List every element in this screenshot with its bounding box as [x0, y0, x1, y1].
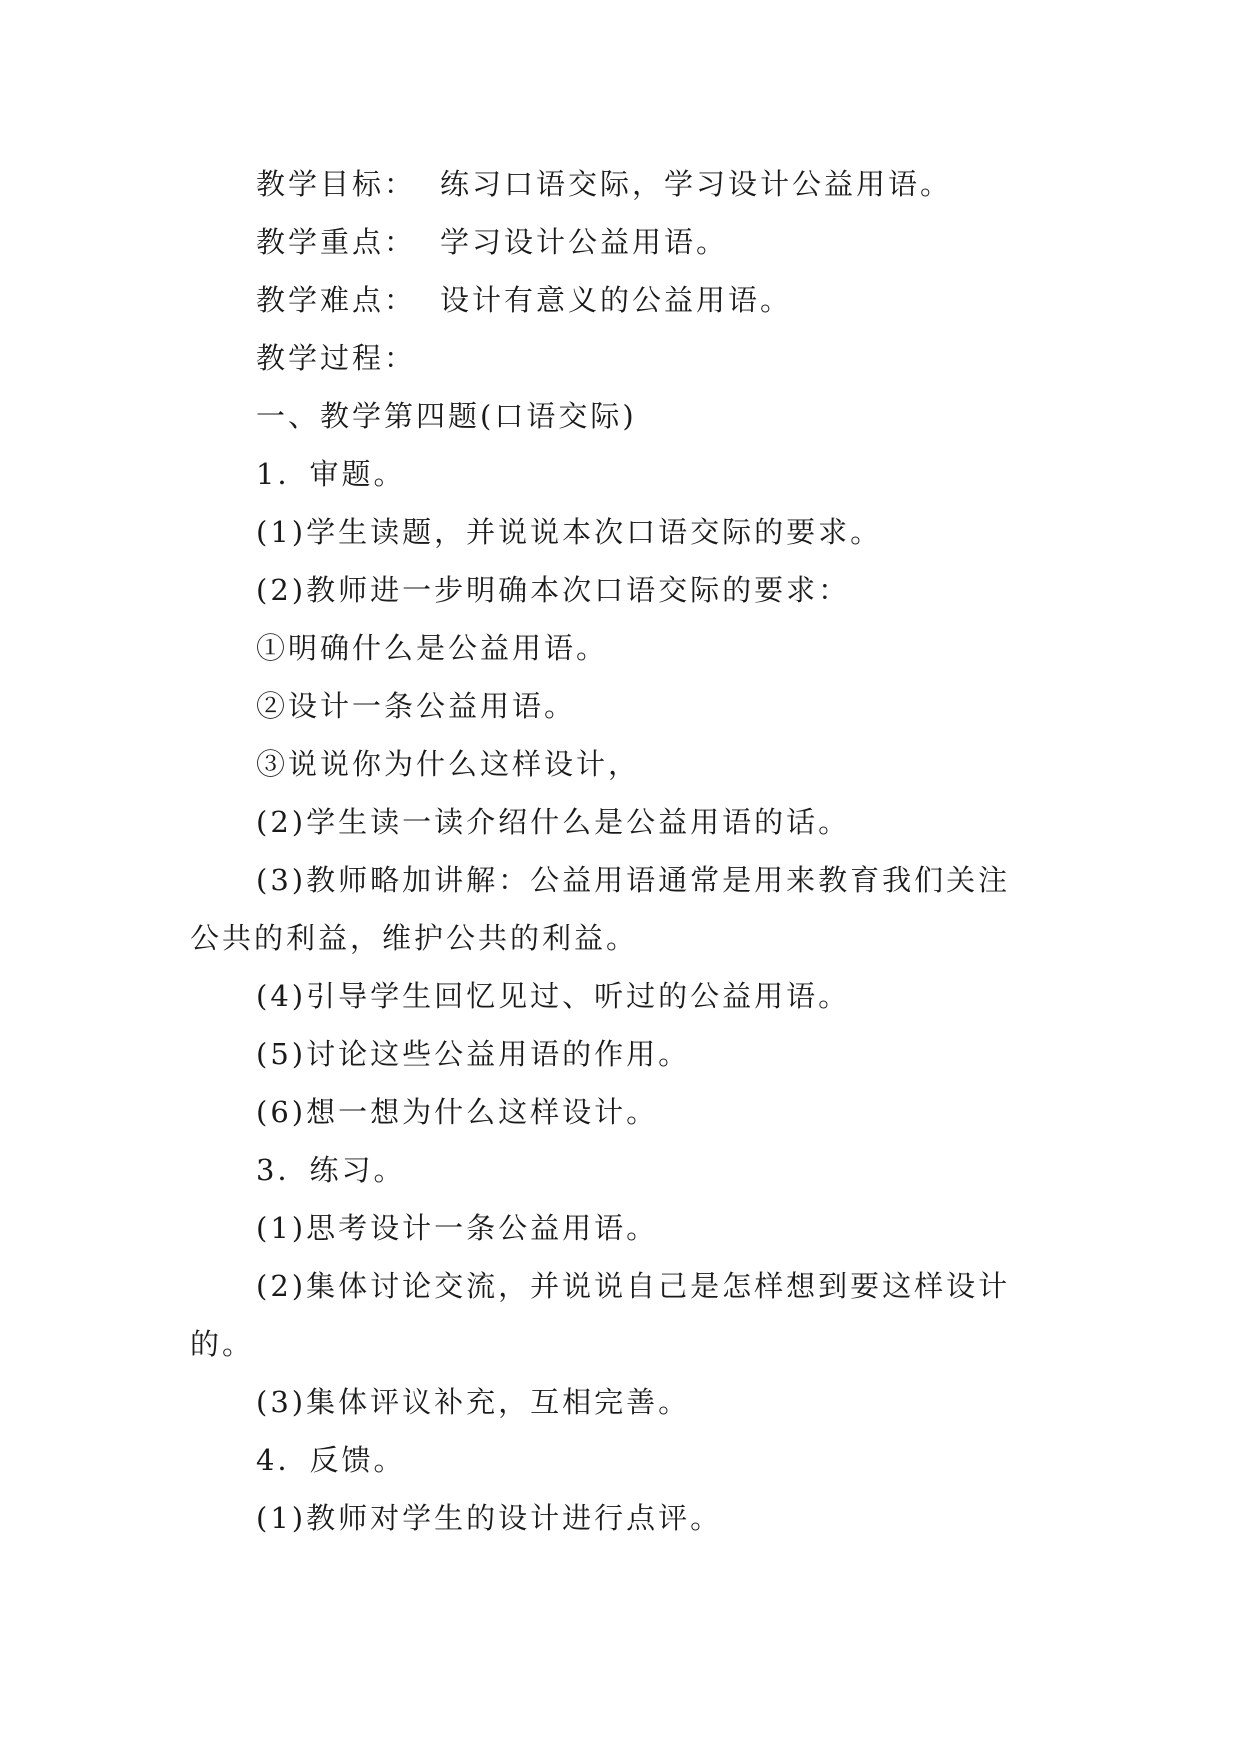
paragraph-line: (4)引导学生回忆见过、听过的公益用语。 [256, 979, 851, 1013]
paragraph-line: (2)学生读一读介绍什么是公益用语的话。 [256, 805, 851, 839]
paragraph-line: 1．审题。 [256, 457, 406, 491]
objective-text: 练习口语交际，学习设计公益用语。 [440, 167, 953, 201]
process-heading: 教学过程： [256, 341, 417, 375]
section-one-heading: 一、教学第四题(口语交际) [256, 399, 637, 433]
objective-label: 教学目标： [256, 167, 417, 201]
paragraph-line: (2)教师进一步明确本次口语交际的要求： [256, 573, 851, 607]
key-point-text: 学习设计公益用语。 [440, 225, 729, 259]
paragraph-line-continuation: 公共的利益，维护公共的利益。 [190, 921, 639, 955]
paragraph-line: ③说说你为什么这样设计， [256, 747, 641, 781]
document-body [190, 155, 1050, 1547]
paragraph-line: (1)学生读题，并说说本次口语交际的要求。 [256, 515, 883, 549]
paragraph-line: 4．反馈。 [256, 1443, 406, 1477]
paragraph-line: (3)教师略加讲解：公益用语通常是用来教育我们关注 [256, 863, 1011, 897]
paragraph-line: (3)集体评议补充，互相完善。 [256, 1385, 691, 1419]
key-point-line [190, 213, 1050, 271]
paragraph-line-continuation: 的。 [190, 1327, 255, 1361]
difficulty-line [190, 271, 1050, 329]
paragraph-line: (1)教师对学生的设计进行点评。 [256, 1501, 723, 1535]
paragraph-line: 3．练习。 [256, 1153, 406, 1187]
difficulty-text: 设计有意义的公益用语。 [440, 283, 793, 317]
key-point-label: 教学重点： [256, 225, 417, 259]
paragraph-line: (5)讨论这些公益用语的作用。 [256, 1037, 691, 1071]
objective-line [190, 155, 1050, 213]
difficulty-label: 教学难点： [256, 283, 417, 317]
paragraph-line: (1)思考设计一条公益用语。 [256, 1211, 659, 1245]
paragraph-line: ①明确什么是公益用语。 [256, 631, 609, 665]
paragraph-line: (6)想一想为什么这样设计。 [256, 1095, 659, 1129]
paragraph-line: ②设计一条公益用语。 [256, 689, 577, 723]
paragraph-line: (2)集体讨论交流，并说说自己是怎样想到要这样设计 [256, 1269, 1011, 1303]
